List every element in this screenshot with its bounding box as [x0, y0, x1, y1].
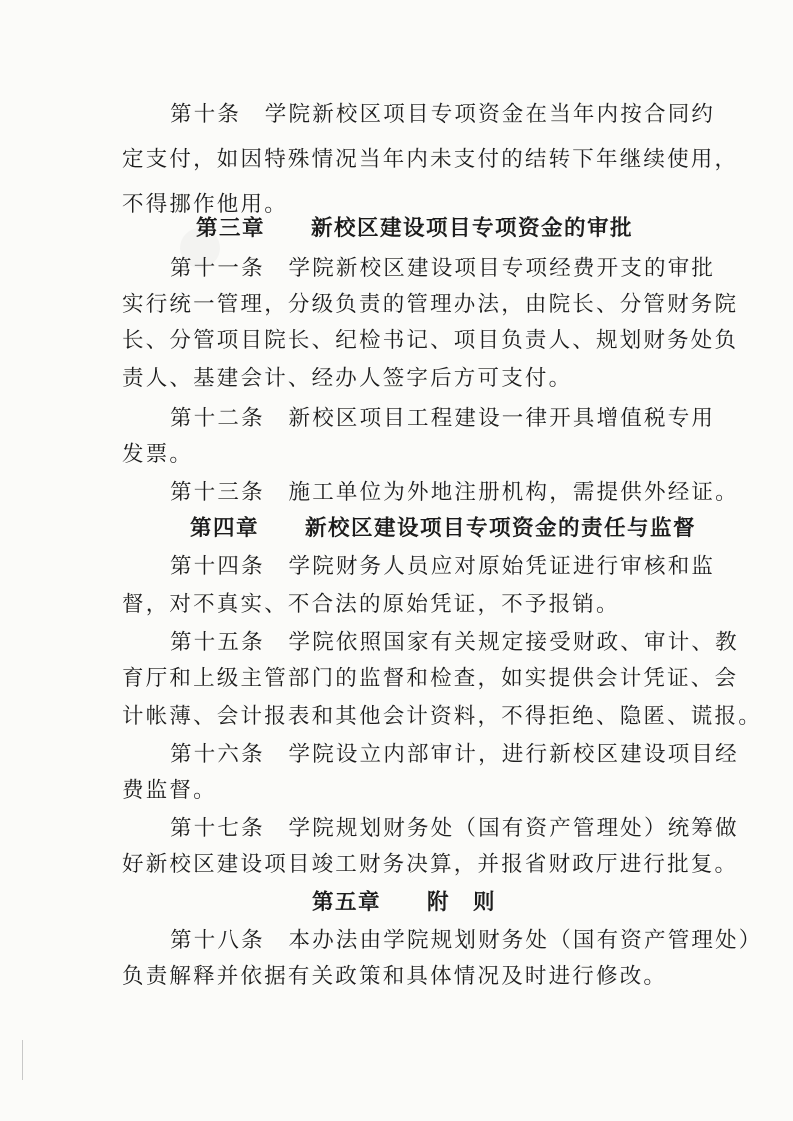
- article-14-line-1: 第十四条 学院财务人员应对原始凭证进行审核和监: [170, 554, 716, 579]
- article-12-line-1: 第十二条 新校区项目工程建设一律开具增值税专用: [170, 406, 716, 431]
- scan-edge-mark: [22, 1040, 23, 1080]
- article-15-line-1: 第十五条 学院依照国家有关规定接受财政、审计、教: [170, 630, 739, 655]
- article-17-line-2: 好新校区建设项目竣工财务决算，并报省财政厅进行批复。: [122, 852, 739, 877]
- article-13-line-1: 第十三条 施工单位为外地注册机构，需提供外经证。: [170, 480, 739, 505]
- article-15-line-2: 育厅和上级主管部门的监督和检查，如实提供会计凭证、会: [122, 666, 739, 691]
- article-16-line-1: 第十六条 学院设立内部审计，进行新校区建设项目经: [170, 742, 739, 767]
- chapter-5-heading: 第五章 附 则: [312, 890, 497, 915]
- article-11-line-1: 第十一条 学院新校区建设项目专项经费开支的审批: [170, 256, 716, 281]
- article-17-line-1: 第十七条 学院规划财务处（国有资产管理处）统筹做: [170, 816, 739, 841]
- article-18-line-2: 负责解释并依据有关政策和具体情况及时进行修改。: [122, 964, 668, 989]
- article-16-line-2: 费监督。: [122, 778, 217, 803]
- article-10-line-2: 定支付，如因特殊情况当年内未支付的结转下年继续使用，: [122, 147, 739, 172]
- article-15-line-3: 计帐薄、会计报表和其他会计资料，不得拒绝、隐匿、谎报。: [122, 704, 762, 729]
- article-10-line-3: 不得挪作他用。: [122, 192, 288, 217]
- article-11-line-2: 实行统一管理，分级负责的管理办法，由院长、分管财务院: [122, 292, 739, 317]
- article-11-line-4: 责人、基建会计、经办人签字后方可支付。: [122, 366, 573, 391]
- article-11-line-3: 长、分管项目院长、纪检书记、项目负责人、规划财务处负: [122, 328, 739, 353]
- chapter-4-heading: 第四章 新校区建设项目专项资金的责任与监督: [190, 516, 697, 541]
- article-10-line-1: 第十条 学院新校区项目专项资金在当年内按合同约: [170, 102, 716, 127]
- article-14-line-2: 督，对不真实、不合法的原始凭证，不予报销。: [122, 592, 620, 617]
- article-18-line-1: 第十八条 本办法由学院规划财务处（国有资产管理处）: [170, 928, 763, 953]
- article-12-line-2: 发票。: [122, 442, 194, 467]
- chapter-3-heading: 第三章 新校区建设项目专项资金的审批: [196, 216, 634, 241]
